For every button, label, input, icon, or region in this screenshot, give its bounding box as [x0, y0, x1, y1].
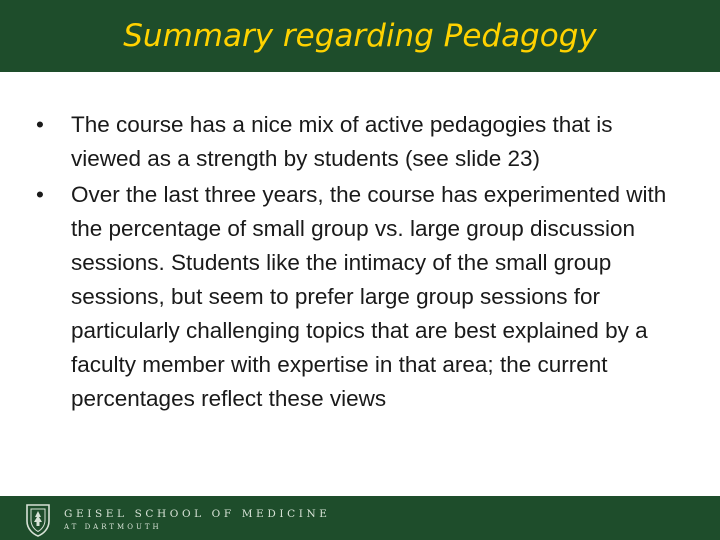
shield-icon: [25, 503, 51, 537]
bullet-item: [36, 108, 686, 176]
school-name: GEISEL SCHOOL OF MEDICINE: [64, 508, 331, 520]
school-subtitle: AT DARTMOUTH: [64, 523, 162, 531]
bullet-marker: •: [36, 112, 44, 137]
bullet-item: [36, 178, 686, 416]
slide-content: [36, 108, 686, 418]
bullet-text: The course has a nice mix of active pedagogies that is viewed as a strength by students (see slide 23): [71, 112, 613, 171]
bullet-marker: •: [36, 182, 44, 207]
slide-title: Summary regarding Pedagogy: [123, 18, 597, 54]
bullet-text: Over the last three years, the course has experimented with the percentage of small group vs. large group discussion sessions. Students like the intimacy of the small group sessions, but seem to prefer large group sessions for particularly challenging topics that are best explained by a faculty member with expertise in that area; the current percentages reflect these views: [71, 182, 667, 411]
title-bar: [0, 0, 720, 72]
